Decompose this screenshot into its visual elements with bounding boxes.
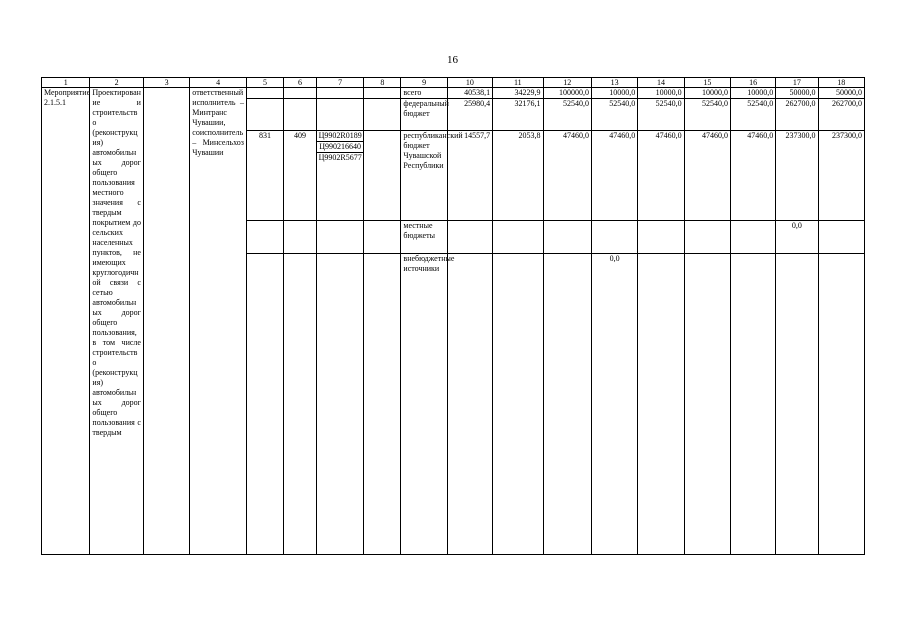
empty-cell [316,254,363,555]
executor-text: ответственный исполнитель – Минтранс Чувашии, соисполнитель – Минсельхоз Чувашии [192,88,244,157]
value-cell: 25980,4 [447,99,492,131]
value-cell: 10000,0 [591,88,637,99]
value-cell: 52540,0 [591,99,637,131]
empty-cell [364,99,401,131]
value-cell [818,254,864,555]
column-number: 4 [190,78,247,88]
empty-cell [284,88,317,99]
empty-cell [284,221,317,254]
empty-cell [316,99,363,131]
value-cell: 237300,0 [776,131,818,221]
value-cell: 52540,0 [543,99,591,131]
column-number: 18 [818,78,864,88]
value-cell [591,221,637,254]
value-cell [730,221,775,254]
empty-cell [364,131,401,221]
value-cell [447,221,492,254]
measure-executor [190,88,247,555]
funding-source: федеральный бюджет [401,99,447,131]
rzpr-code: 409 [284,131,317,221]
budget-table [41,77,865,555]
value-cell: 100000,0 [543,88,591,99]
column-number: 15 [684,78,730,88]
value-cell [730,254,775,555]
value-cell [684,221,730,254]
value-cell: 0,0 [591,254,637,555]
value-cell: 52540,0 [638,99,684,131]
value-cell [638,221,684,254]
empty-cell [246,88,283,99]
column-number: 3 [143,78,189,88]
target-code: Ц9902R0189 [318,131,362,140]
value-cell: 47460,0 [730,131,775,221]
value-cell [543,254,591,555]
column-number: 5 [246,78,283,88]
empty-cell [364,88,401,99]
column-number: 2 [90,78,144,88]
value-cell: 32176,1 [493,99,543,131]
column-number: 12 [543,78,591,88]
funding-source: всего [401,88,447,99]
measure-id: Мероприятие 2.1.5.1 [42,88,90,555]
value-cell: 50000,0 [818,88,864,99]
column-number: 11 [493,78,543,88]
target-code: Ц9902R5677 [318,153,362,162]
value-cell: 237300,0 [818,131,864,221]
value-cell: 14557,7 [447,131,492,221]
value-cell: 47460,0 [591,131,637,221]
page-number: 16 [447,54,458,66]
value-cell: 50000,0 [776,88,818,99]
value-cell [638,254,684,555]
column-number: 13 [591,78,637,88]
value-cell: 52540,0 [730,99,775,131]
value-cell [818,221,864,254]
value-cell: 10000,0 [684,88,730,99]
value-cell [543,221,591,254]
funding-source: местные бюджеты [401,221,447,254]
column-number: 10 [447,78,492,88]
value-cell: 262700,0 [776,99,818,131]
empty-cell [316,88,363,99]
value-cell: 10000,0 [730,88,775,99]
column-number: 1 [42,78,90,88]
column-number-row [42,78,865,88]
value-cell [447,254,492,555]
value-cell: 10000,0 [638,88,684,99]
funding-source: республиканский бюджет Чувашской Республики [401,131,447,221]
value-cell: 0,0 [776,221,818,254]
value-cell: 47460,0 [638,131,684,221]
empty-cell [364,254,401,555]
value-cell: 2053,8 [493,131,543,221]
value-cell [776,254,818,555]
value-cell: 40538,1 [447,88,492,99]
value-cell [493,221,543,254]
empty-cell [143,88,189,555]
measure-description: Проектирование и строительство (реконструкция) автомобильных дорог общего пользования местного значения с твердым покрытием до сельских населенных пунктов, не имеющих круглогодичной связи с сетью автомобильных дорог общего пользования, в том числе строительство (реконструкция) автомобильных дорог общего пользования с твердым [90,88,144,555]
value-cell [493,254,543,555]
value-cell: 262700,0 [818,99,864,131]
value-cell: 47460,0 [684,131,730,221]
table-row [42,88,865,99]
funding-source: внебюджетные источники [401,254,447,555]
empty-cell [284,99,317,131]
empty-cell [284,254,317,555]
column-number: 9 [401,78,447,88]
value-cell: 34229,9 [493,88,543,99]
column-number: 17 [776,78,818,88]
empty-cell [246,221,283,254]
empty-cell [246,99,283,131]
value-cell: 52540,0 [684,99,730,131]
column-number: 7 [316,78,363,88]
column-number: 14 [638,78,684,88]
column-number: 8 [364,78,401,88]
empty-cell [316,221,363,254]
empty-cell [364,221,401,254]
column-number: 6 [284,78,317,88]
target-code: Ц990216640 [317,142,363,153]
value-cell: 47460,0 [543,131,591,221]
target-article-codes [316,131,363,221]
empty-cell [246,254,283,555]
grbs-code: 831 [246,131,283,221]
column-number: 16 [730,78,775,88]
value-cell [684,254,730,555]
